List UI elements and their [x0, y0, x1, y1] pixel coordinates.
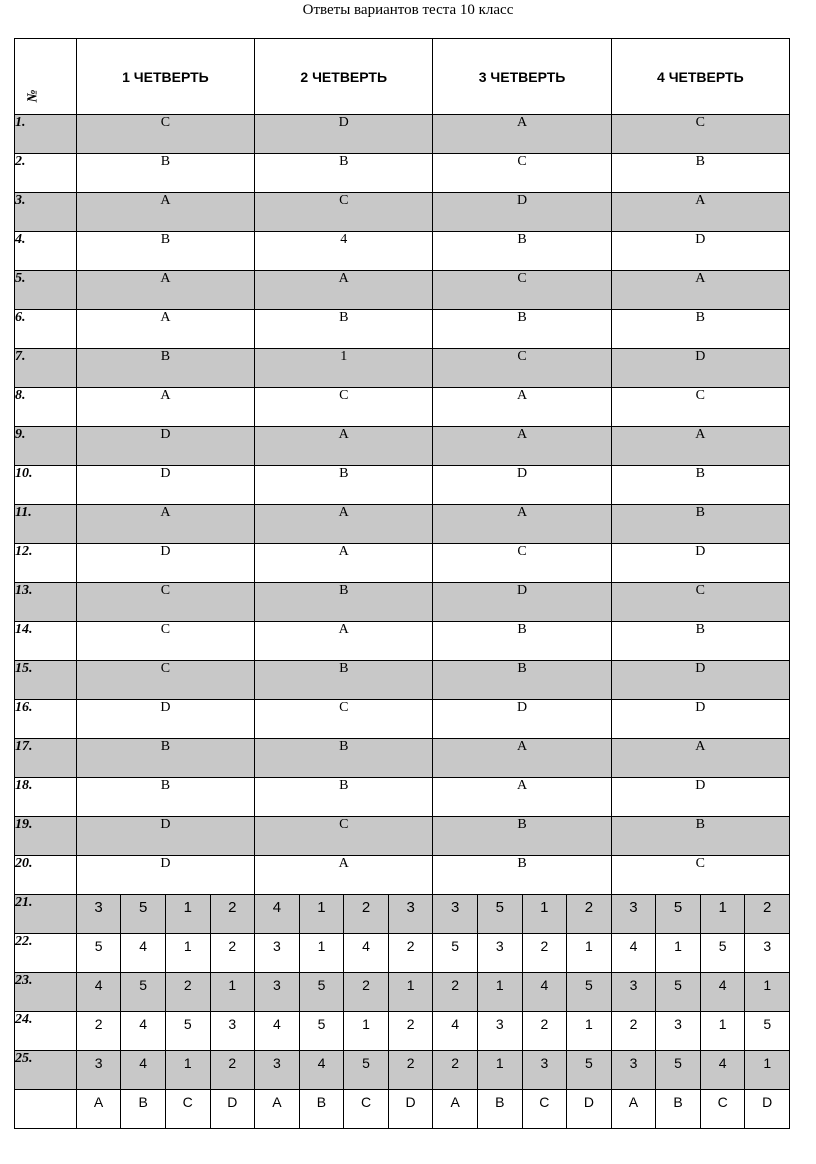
- question-number: 8.: [15, 388, 77, 427]
- question-number: 19.: [15, 817, 77, 856]
- matching-cell: [433, 895, 611, 934]
- matching-value: 1: [388, 973, 433, 1011]
- quarter-1-header: 1 ЧЕТВЕРТЬ: [76, 39, 254, 115]
- quarter-2-header: 2 ЧЕТВЕРТЬ: [255, 39, 433, 115]
- matching-value: 5: [477, 895, 522, 933]
- matching-value: 5: [120, 895, 165, 933]
- table-row: [15, 1051, 790, 1090]
- question-number: 21.: [15, 895, 77, 934]
- matching-value: 3: [388, 895, 433, 933]
- matching-cell: [611, 895, 789, 934]
- question-number: 14.: [15, 622, 77, 661]
- table-row: [15, 154, 790, 193]
- answer-cell: A: [433, 739, 611, 778]
- matching-value: 2: [522, 934, 567, 972]
- answer-cell: D: [433, 466, 611, 505]
- answer-cell: C: [255, 193, 433, 232]
- answer-cell: D: [76, 817, 254, 856]
- matching-value: 4: [272, 1016, 281, 1032]
- answer-cell: D: [433, 700, 611, 739]
- matching-value: 5: [343, 1051, 388, 1089]
- matching-value: 2: [566, 895, 611, 933]
- answer-cell: D: [611, 778, 789, 817]
- matching-value: 5: [744, 1012, 789, 1050]
- matching-value: 5: [299, 1012, 344, 1050]
- matching-value: 2: [433, 973, 477, 1011]
- answer-cell: C: [433, 349, 611, 388]
- matching-value: 2: [343, 895, 388, 933]
- answer-cell: B: [255, 154, 433, 193]
- matching-value: 3: [612, 973, 656, 1011]
- matching-value: 4: [299, 1051, 344, 1089]
- matching-value: 5: [94, 938, 103, 954]
- answer-cell: D: [255, 115, 433, 154]
- matching-value: 5: [700, 934, 745, 972]
- answer-cell: A: [76, 505, 254, 544]
- matching-value: 3: [255, 973, 299, 1011]
- matching-cell: [611, 1012, 789, 1051]
- table-row: [15, 1012, 790, 1051]
- table-row: [15, 856, 790, 895]
- matching-value: 5: [451, 938, 460, 954]
- matching-value: D: [744, 1090, 789, 1128]
- matching-value: 4: [120, 1051, 165, 1089]
- answer-cell: A: [255, 505, 433, 544]
- answer-cell: B: [433, 232, 611, 271]
- question-number: 17.: [15, 739, 77, 778]
- matching-cell: [433, 1012, 611, 1051]
- question-number: 18.: [15, 778, 77, 817]
- matching-cell: [76, 1090, 254, 1129]
- matching-value: 5: [566, 973, 611, 1011]
- answer-cell: D: [611, 349, 789, 388]
- answers-table-body: [15, 39, 790, 1129]
- matching-value: D: [388, 1090, 433, 1128]
- quarter-4-header: 4 ЧЕТВЕРТЬ: [611, 39, 789, 115]
- table-row: [15, 934, 790, 973]
- question-number: 5.: [15, 271, 77, 310]
- matching-value: 5: [566, 1051, 611, 1089]
- question-number: 25.: [15, 1051, 77, 1090]
- matching-value: 3: [477, 1012, 522, 1050]
- matching-value: 2: [522, 1012, 567, 1050]
- table-row: [15, 466, 790, 505]
- question-number: 23.: [15, 973, 77, 1012]
- answer-cell: A: [255, 427, 433, 466]
- matching-value: A: [450, 1094, 460, 1110]
- answer-cell: C: [255, 700, 433, 739]
- answer-cell: C: [76, 115, 254, 154]
- table-row: [15, 622, 790, 661]
- answer-cell: C: [76, 583, 254, 622]
- matching-value: 1: [700, 1012, 745, 1050]
- answer-cell: A: [255, 856, 433, 895]
- answer-cell: D: [611, 544, 789, 583]
- matching-value: 4: [255, 895, 299, 933]
- answer-cell: A: [433, 427, 611, 466]
- matching-value: 4: [522, 973, 567, 1011]
- answer-cell: B: [433, 622, 611, 661]
- answer-cell: B: [611, 154, 789, 193]
- matching-value: B: [477, 1090, 522, 1128]
- matching-value: 3: [612, 895, 656, 933]
- matching-value: 1: [299, 934, 344, 972]
- matching-value: 1: [566, 934, 611, 972]
- matching-value: 3: [477, 934, 522, 972]
- table-row: [15, 583, 790, 622]
- question-number: 20.: [15, 856, 77, 895]
- matching-cell: [433, 973, 611, 1012]
- answer-cell: C: [255, 388, 433, 427]
- answer-cell: B: [611, 817, 789, 856]
- answer-cell: B: [255, 310, 433, 349]
- answer-cell: D: [433, 583, 611, 622]
- matching-value: 3: [77, 1051, 121, 1089]
- answer-cell: D: [76, 700, 254, 739]
- table-row: [15, 505, 790, 544]
- matching-value: C: [165, 1090, 210, 1128]
- answer-cell: C: [611, 583, 789, 622]
- matching-cell: [611, 1051, 789, 1090]
- table-row: [15, 427, 790, 466]
- table-row: [15, 895, 790, 934]
- matching-value: 2: [343, 973, 388, 1011]
- matching-value: 1: [299, 895, 344, 933]
- matching-cell: [76, 1051, 254, 1090]
- answer-cell: C: [433, 544, 611, 583]
- matching-value: 2: [94, 1016, 103, 1032]
- matching-value: 3: [210, 1012, 255, 1050]
- table-row: [15, 388, 790, 427]
- answer-cell: C: [433, 271, 611, 310]
- answer-cell: D: [76, 427, 254, 466]
- answers-table: [14, 38, 790, 1129]
- matching-value: 1: [522, 895, 567, 933]
- matching-value: D: [210, 1090, 255, 1128]
- answer-cell: B: [76, 349, 254, 388]
- question-number: 2.: [15, 154, 77, 193]
- matching-cell: [76, 934, 254, 973]
- matching-value: 1: [744, 973, 789, 1011]
- answer-cell: D: [76, 544, 254, 583]
- answer-cell: A: [76, 310, 254, 349]
- matching-value: 1: [566, 1012, 611, 1050]
- question-number: 1.: [15, 115, 77, 154]
- answer-cell: A: [611, 427, 789, 466]
- answer-cell: B: [433, 310, 611, 349]
- matching-value: 5: [655, 895, 700, 933]
- table-row: [15, 193, 790, 232]
- table-row: [15, 271, 790, 310]
- answer-cell: D: [611, 700, 789, 739]
- matching-value: 2: [165, 973, 210, 1011]
- matching-cell: [433, 934, 611, 973]
- matching-value: 5: [165, 1012, 210, 1050]
- answer-cell: D: [433, 193, 611, 232]
- answer-cell: A: [611, 739, 789, 778]
- question-number: 12.: [15, 544, 77, 583]
- matching-cell: [255, 1012, 433, 1051]
- answer-cell: B: [255, 466, 433, 505]
- matching-value: 3: [655, 1012, 700, 1050]
- matching-value: B: [655, 1090, 700, 1128]
- answer-cell: B: [255, 583, 433, 622]
- matching-value: 1: [477, 1051, 522, 1089]
- answer-cell: B: [255, 661, 433, 700]
- table-row: [15, 817, 790, 856]
- answer-cell: D: [611, 661, 789, 700]
- answer-cell: C: [611, 856, 789, 895]
- matching-cell: [433, 1051, 611, 1090]
- matching-cell: [611, 934, 789, 973]
- matching-value: 3: [744, 934, 789, 972]
- number-header: №: [15, 39, 77, 115]
- matching-value: B: [120, 1090, 165, 1128]
- table-row: [15, 661, 790, 700]
- question-number: 16.: [15, 700, 77, 739]
- matching-cell: [76, 895, 254, 934]
- matching-value: 1: [165, 934, 210, 972]
- answer-cell: B: [255, 739, 433, 778]
- answer-cell: A: [433, 778, 611, 817]
- answer-cell: A: [76, 388, 254, 427]
- matching-value: 2: [210, 895, 255, 933]
- matching-cell: [255, 973, 433, 1012]
- matching-cell: [76, 1012, 254, 1051]
- question-number: 11.: [15, 505, 77, 544]
- matching-value: 1: [700, 895, 745, 933]
- table-header-row: [15, 39, 790, 115]
- question-number: 22.: [15, 934, 77, 973]
- question-number: 7.: [15, 349, 77, 388]
- matching-value: 5: [299, 973, 344, 1011]
- answer-cell: A: [433, 388, 611, 427]
- question-number: 9.: [15, 427, 77, 466]
- question-number: 13.: [15, 583, 77, 622]
- matching-value: 3: [255, 1051, 299, 1089]
- table-row: [15, 973, 790, 1012]
- answer-cell: A: [255, 544, 433, 583]
- table-row: [15, 310, 790, 349]
- answer-cell: D: [76, 856, 254, 895]
- answer-cell: A: [433, 505, 611, 544]
- question-number: 3.: [15, 193, 77, 232]
- matching-value: 2: [388, 934, 433, 972]
- matching-cell: [611, 973, 789, 1012]
- matching-value: 1: [744, 1051, 789, 1089]
- matching-value: 4: [343, 934, 388, 972]
- matching-value: 3: [272, 938, 281, 954]
- matching-value: 2: [388, 1051, 433, 1089]
- matching-cell: [433, 1090, 611, 1129]
- question-number: 10.: [15, 466, 77, 505]
- matching-value: 3: [522, 1051, 567, 1089]
- matching-value: C: [522, 1090, 567, 1128]
- answer-cell: C: [76, 661, 254, 700]
- answer-cell: C: [76, 622, 254, 661]
- answer-cell: B: [433, 856, 611, 895]
- matching-value: 4: [700, 1051, 745, 1089]
- matching-value: 1: [210, 973, 255, 1011]
- answer-cell: 4: [255, 232, 433, 271]
- answer-cell: C: [611, 115, 789, 154]
- answer-cell: B: [76, 739, 254, 778]
- answer-cell: D: [76, 466, 254, 505]
- answer-cell: A: [76, 271, 254, 310]
- matching-value: C: [700, 1090, 745, 1128]
- matching-value: 2: [744, 895, 789, 933]
- matching-value: 3: [612, 1051, 656, 1089]
- answer-cell: B: [76, 154, 254, 193]
- matching-value: A: [272, 1094, 282, 1110]
- matching-value: 2: [629, 1016, 638, 1032]
- matching-cell: [611, 1090, 789, 1129]
- matching-value: 5: [655, 973, 700, 1011]
- table-row: [15, 778, 790, 817]
- matching-value: 1: [165, 895, 210, 933]
- matching-value: 1: [165, 1051, 210, 1089]
- answer-cell: A: [255, 271, 433, 310]
- answer-cell: C: [611, 388, 789, 427]
- matching-value: D: [566, 1090, 611, 1128]
- answer-cell: B: [611, 622, 789, 661]
- answer-cell: A: [76, 193, 254, 232]
- answer-cell: B: [433, 661, 611, 700]
- page-title: Ответы вариантов теста 10 класс: [302, 2, 514, 18]
- matching-cell: [255, 1051, 433, 1090]
- matching-value: 2: [433, 1051, 477, 1089]
- answer-cell: B: [255, 778, 433, 817]
- question-number: 4.: [15, 232, 77, 271]
- question-number: 15.: [15, 661, 77, 700]
- matching-value: 4: [120, 934, 165, 972]
- answer-cell: B: [611, 310, 789, 349]
- question-number: 24.: [15, 1012, 77, 1051]
- matching-value: 4: [120, 1012, 165, 1050]
- question-number: 6.: [15, 310, 77, 349]
- matching-value: 5: [120, 973, 165, 1011]
- matching-value: 4: [451, 1016, 460, 1032]
- matching-cell: [255, 934, 433, 973]
- table-row: [15, 739, 790, 778]
- table-row: [15, 700, 790, 739]
- answer-cell: A: [611, 193, 789, 232]
- answer-cell: B: [611, 505, 789, 544]
- matching-value: 4: [629, 938, 638, 954]
- matching-cell: [76, 973, 254, 1012]
- question-number: [15, 1090, 77, 1129]
- matching-value: 5: [655, 1051, 700, 1089]
- answer-cell: C: [255, 817, 433, 856]
- table-row: [15, 349, 790, 388]
- matching-value: B: [299, 1090, 344, 1128]
- matching-value: 3: [77, 895, 121, 933]
- answer-cell: 1: [255, 349, 433, 388]
- matching-value: 4: [77, 973, 121, 1011]
- matching-value: 1: [477, 973, 522, 1011]
- matching-value: 2: [210, 934, 255, 972]
- matching-value: C: [343, 1090, 388, 1128]
- answer-cell: A: [255, 622, 433, 661]
- matching-cell: [255, 895, 433, 934]
- matching-value: 3: [433, 895, 477, 933]
- matching-value: A: [93, 1094, 104, 1110]
- matching-value: A: [628, 1094, 639, 1110]
- table-row: [15, 232, 790, 271]
- answer-cell: B: [611, 466, 789, 505]
- answer-cell: B: [76, 778, 254, 817]
- matching-value: 2: [210, 1051, 255, 1089]
- matching-value: 1: [343, 1012, 388, 1050]
- quarter-3-header: 3 ЧЕТВЕРТЬ: [433, 39, 611, 115]
- table-row: [15, 115, 790, 154]
- answer-cell: C: [433, 154, 611, 193]
- answer-cell: D: [611, 232, 789, 271]
- table-row: [15, 1090, 790, 1129]
- answer-cell: A: [611, 271, 789, 310]
- table-row: [15, 544, 790, 583]
- answer-cell: B: [433, 817, 611, 856]
- matching-value: 2: [388, 1012, 433, 1050]
- answer-cell: B: [76, 232, 254, 271]
- answer-cell: A: [433, 115, 611, 154]
- matching-value: 1: [655, 934, 700, 972]
- matching-cell: [255, 1090, 433, 1129]
- matching-value: 4: [700, 973, 745, 1011]
